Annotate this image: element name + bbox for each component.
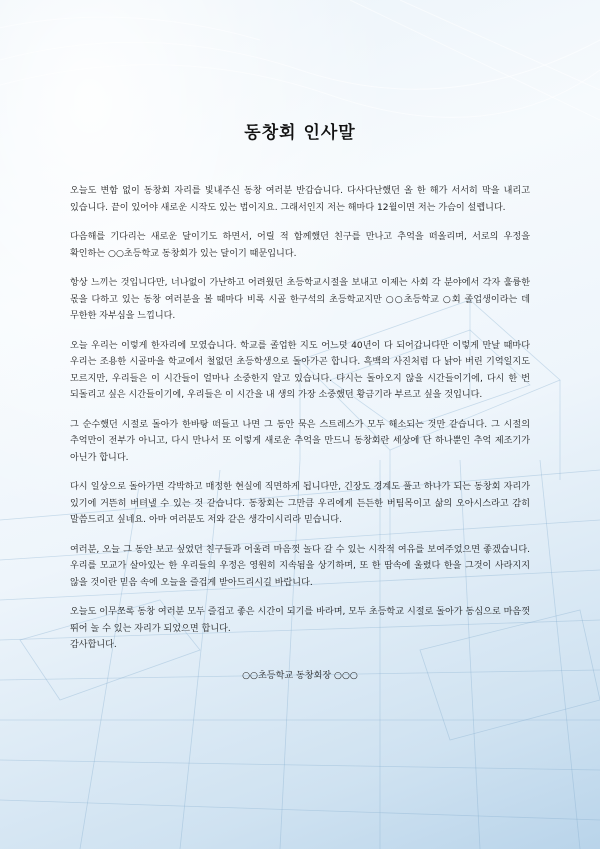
paragraph: 다시 일상으로 돌아가면 각박하고 매정한 현실에 직면하게 됩니다만, 긴장도 경계도 풀고 하나가 되는 동창회 자리가 있기에 거뜬히 버텨낼 수 있는 것 같습니다. 동창회는 그만큼 우리에게 든든한 버팀목이고 삶의 오아시스라고 감히 말씀드리고 싶네요. 아마 여러분도 저와 같은 생각이시리라 믿습니다. (70, 482, 530, 525)
signature: ○○초등학교 동창회장 ○○○ (242, 670, 358, 681)
paragraph: 항상 느끼는 것입니다만, 너나없이 가난하고 어려웠던 초등학교시절을 보내고 이제는 사회 각 분야에서 각자 훌륭한 몫을 다하고 있는 동창 여러분을 볼 때마다 비록 시골 한구석의 초등학교지만 ○○초등학교 ○회 졸업생이라는 데 무한한 자부심을 느낍니다. (70, 278, 530, 321)
closing-text: 감사합니다. (70, 640, 117, 650)
document-page (70, 118, 530, 684)
paragraph: 다음해를 기다리는 새로운 달이기도 하면서, 어릴 적 함께했던 친구를 만나고 추억을 떠올리며, 서로의 우정을 확인하는 ○○초등학교 동창회가 있는 달이기 때문입니다. (70, 232, 530, 259)
paragraph: 그 순수했던 시절로 돌아가 한바탕 떠들고 나면 그 동안 묵은 스트레스가 모두 해소되는 것만 같습니다. 그 시절의 추억만이 전부가 아니고, 다시 만나서 또 이렇게 새로운 추억을 만드니 동창회란 세상에 단 하나뿐인 추억 제조기가 아닌가 합니다. (70, 419, 530, 463)
paragraph: 오늘도 이무쪼록 동창 여러분 모두 즐겁고 좋은 시간이 되기를 바라며, 모두 초등학교 시절로 돌아가 동심으로 마음껏 뛰어 놀 수 있는 자리가 되었으면 합니다. (70, 607, 530, 634)
document-title: 동창회 인사말 (244, 123, 356, 143)
paragraph: 오늘도 변함 없이 동창회 자리를 빛내주신 동창 여러분 반갑습니다. 다사다난했던 올 한 해가 서서히 막을 내리고 있습니다. 끝이 있어야 새로운 시작도 있는 법이지요. 그래서인지 저는 해마다 12월이면 저는 가슴이 설렙니다. (70, 186, 530, 213)
paragraph: 오늘 우리는 이렇게 한자리에 모였습니다. 학교를 졸업한 지도 어느덧 40년이 다 되어갑니다만 이렇게 만날 때마다 우리는 조용한 시골마을 학교에서 철없던 초등학생으로 돌아가곤 합니다. 흑백의 사진처럼 다 낡아 버린 기억일지도 모르지만, 우리들은 이 시간들이 얼마나 소중한지 알고 있습니다. 다시는 돌아오지 않을 시간들이기에, 다시 한 번 되돌리고 싶은 시간들이기에, 우리들은 이 시간을 내 생의 가장 소중했던 황금기라 부르고 싶을 것입니다. (70, 340, 530, 400)
paragraph: 여러분, 오늘 그 동안 보고 싶었던 친구들과 어울려 마음껏 놀다 갈 수 있는 시작적 여유를 보여주었으면 좋겠습니다. 우리를 모교가 살아있는 한 우리들의 우정은 영원히 지속됨을 상기하며, 또 한 땀속에 울렸다 한을 그것이 사라지지 않을 것이란 믿음 속에 오늘을 즐겁게 받아드리시길 바랍니다. (70, 544, 530, 588)
